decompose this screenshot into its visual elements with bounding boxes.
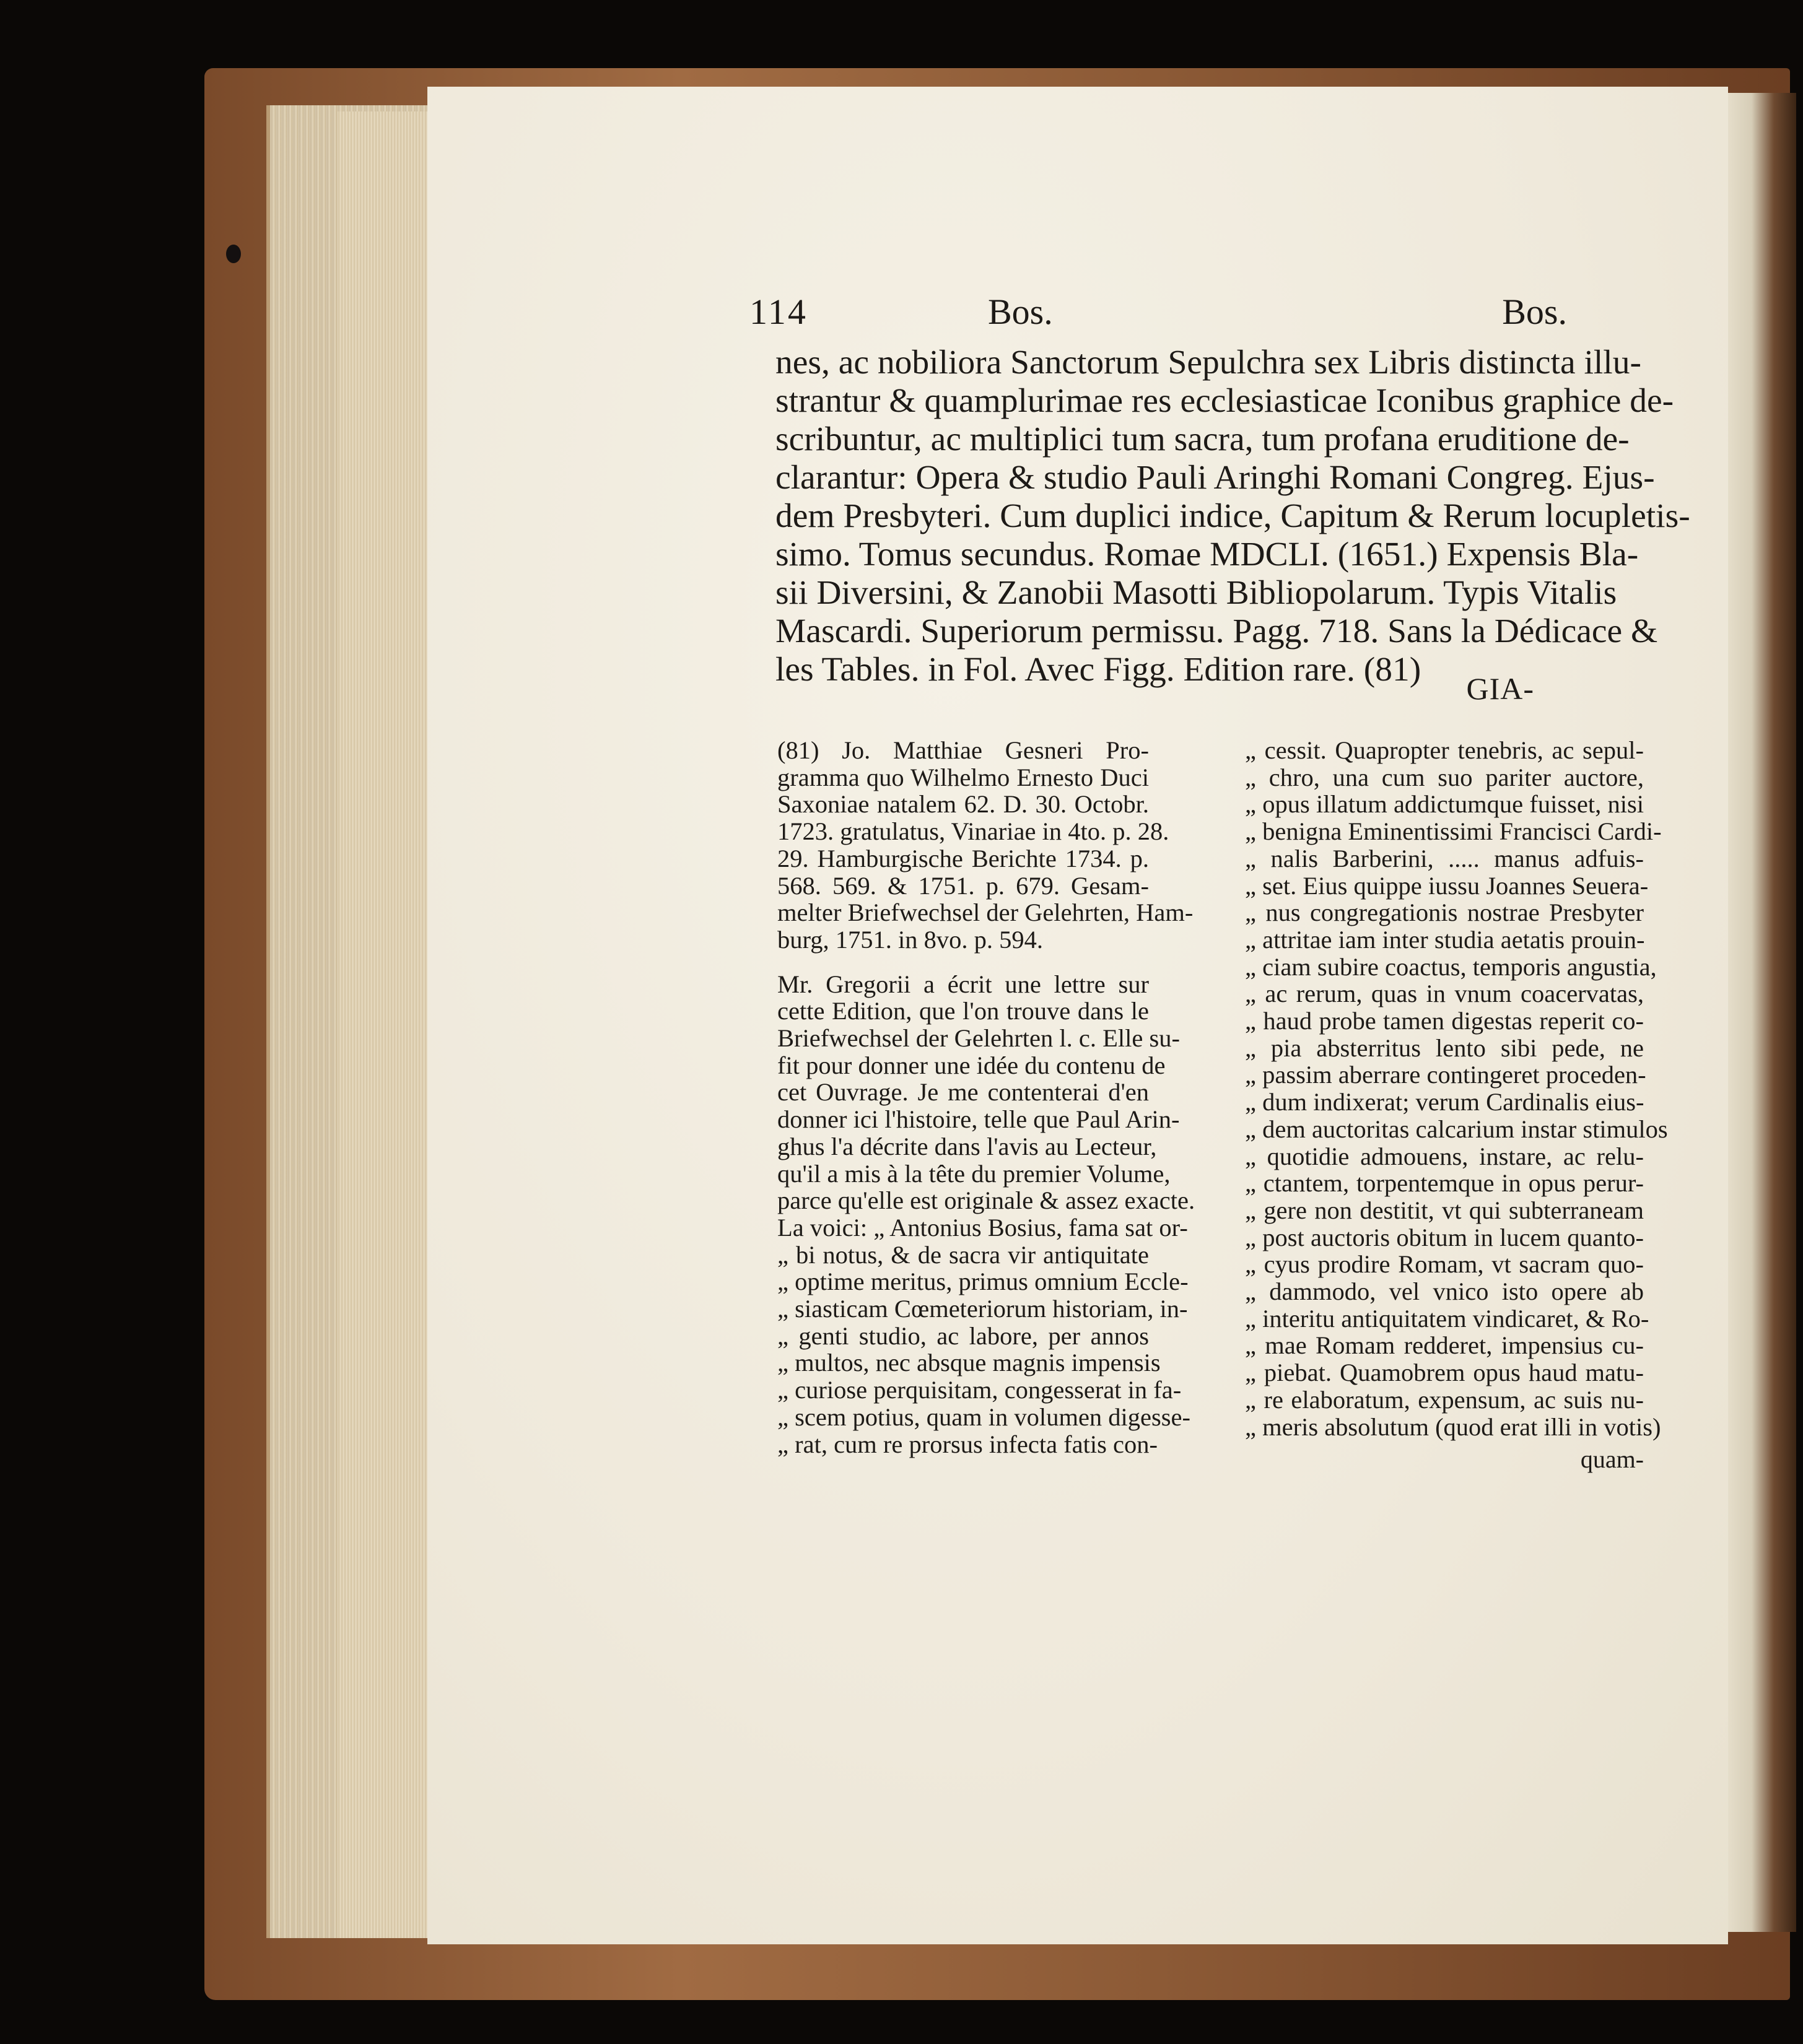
running-title-left: Bos.: [988, 292, 1053, 332]
footnote-line: burg, 1751. in 8vo. p. 594.: [777, 925, 1044, 954]
commentary-line: „ meris absolutum (quod erat illi in votis): [1245, 1412, 1661, 1441]
commentary-line: „ genti studio, ac labore, per annos: [777, 1321, 1149, 1350]
footnote-line: (81) Jo. Matthiae Gesneri Pro-: [777, 736, 1149, 764]
commentary-line: „ nus congregationis nostrae Presbyter: [1245, 898, 1644, 927]
commentary-line: „ quotidie admouens, instare, ac relu-: [1245, 1142, 1644, 1170]
entry-line: sii Diversini, & Zanobii Masotti Bibliopolarum. Typis Vitalis: [775, 574, 1617, 612]
entry-line: les Tables. in Fol. Avec Figg. Edition rare. (81): [775, 651, 1421, 689]
commentary-line: „ optime meritus, primus omnium Eccle-: [777, 1268, 1189, 1296]
commentary-line: „ haud probe tamen digestas reperit co-: [1245, 1007, 1644, 1035]
footnote-line: 568. 569. & 1751. p. 679. Gesam-: [777, 871, 1149, 900]
entry-line: scribuntur, ac multiplici tum sacra, tum profana eruditione de-: [775, 420, 1630, 458]
entry-line: simo. Tomus secundus. Romae MDCLI. (1651.) Expensis Bla-: [775, 536, 1639, 573]
footnote-line: 29. Hamburgische Berichte 1734. p.: [777, 844, 1149, 872]
left-column: [777, 736, 1195, 1458]
entry-line: nes, ac nobiliora Sanctorum Sepulchra sex Libris distincta illu-: [775, 344, 1641, 381]
commentary-line: „ gere non destitit, vt qui subterraneam: [1245, 1196, 1644, 1224]
commentary-line: „ dum indixerat; verum Cardinalis eius-: [1245, 1088, 1644, 1116]
commentary-line: ghus l'a décrite dans l'avis au Lecteur,: [777, 1132, 1157, 1160]
catchword-top: GIA-: [1466, 671, 1534, 706]
commentary-line: „ nalis Barberini, ..... manus adfuis-: [1245, 844, 1644, 872]
commentary-line: „ curiose perquisitam, congesserat in fa-: [777, 1376, 1182, 1404]
commentary-line: „ multos, nec absque magnis impensis: [777, 1349, 1161, 1377]
commentary-line: „ dammodo, vel vnico isto opere ab: [1245, 1277, 1644, 1306]
bibliographic-entry: [775, 344, 1690, 706]
commentary-line: Briefwechsel der Gelehrten l. c. Elle su-: [777, 1024, 1180, 1053]
page-number: 114: [749, 292, 808, 332]
commentary-line: „ dem auctoritas calcarium instar stimulos: [1245, 1115, 1668, 1143]
commentary-line: fit pour donner une idée du contenu de: [777, 1051, 1166, 1079]
binding-hole: [226, 245, 241, 263]
commentary-line: „ pia absterritus lento sibi pede, ne: [1245, 1033, 1644, 1062]
facing-page-edge: [1722, 93, 1796, 1932]
page-block-inner-edge: [338, 111, 430, 1938]
commentary-line: cette Edition, que l'on trouve dans le: [777, 997, 1149, 1025]
commentary-line: „ set. Eius quippe iussu Joannes Seuera-: [1245, 871, 1649, 900]
entry-line: strantur & quamplurimae res ecclesiasticae Iconibus graphice de-: [775, 382, 1674, 420]
entry-line: clarantur: Opera & studio Pauli Aringhi Romani Congreg. Ejus-: [775, 459, 1655, 497]
right-column: [1245, 736, 1668, 1473]
commentary-line: „ rat, cum re prorsus infecta fatis con-: [777, 1430, 1158, 1458]
commentary-line: „ piebat. Quamobrem opus haud matu-: [1245, 1359, 1644, 1387]
commentary-line: „ scem potius, quam in volumen digesse-: [777, 1403, 1191, 1431]
entry-line: Mascardi. Superiorum permissu. Pagg. 718. Sans la Dédicace &: [775, 612, 1658, 650]
running-head: [749, 291, 1567, 347]
footnote-line: Saxoniae natalem 62. D. 30. Octobr.: [777, 790, 1149, 819]
commentary-line: „ cyus prodire Romam, vt sacram quo-: [1245, 1250, 1644, 1279]
commentary-line: „ ac rerum, quas in vnum coacervatas,: [1245, 980, 1644, 1008]
commentary-line: „ siasticam Cœmeteriorum historiam, in-: [777, 1295, 1188, 1323]
footnote-line: melter Briefwechsel der Gelehrten, Ham-: [777, 898, 1194, 927]
commentary-line: „ attritae iam inter studia aetatis prouin-: [1245, 925, 1645, 954]
commentary-line: cet Ouvrage. Je me contenterai d'en: [777, 1078, 1149, 1107]
commentary-line: La voici: „ Antonius Bosius, fama sat or-: [777, 1213, 1188, 1242]
commentary-line: „ mae Romam redderet, impensius cu-: [1245, 1331, 1644, 1360]
commentary-line: „ post auctoris obitum in lucem quanto-: [1245, 1223, 1644, 1251]
commentary-line: „ chro, una cum suo pariter auctore,: [1245, 763, 1644, 791]
commentary-line: „ ctantem, torpentemque in opus perur-: [1245, 1169, 1644, 1198]
commentary-line: „ bi notus, & de sacra vir antiquitate: [777, 1240, 1149, 1269]
commentary-line: parce qu'elle est originale & assez exacte.: [777, 1186, 1195, 1215]
commentary-line: „ ciam subire coactus, temporis angustia,: [1245, 952, 1657, 981]
commentary-line: „ interitu antiquitatem vindicaret, & Ro-: [1245, 1304, 1649, 1333]
commentary-line: „ cessit. Quapropter tenebris, ac sepul-: [1245, 736, 1644, 764]
commentary-line: „ passim aberrare contingeret proceden-: [1245, 1061, 1646, 1089]
footnote-line: gramma quo Wilhelmo Ernesto Duci: [777, 763, 1149, 791]
commentary-line: qu'il a mis à la tête du premier Volume,: [777, 1159, 1171, 1188]
running-title-right: Bos.: [1502, 292, 1567, 332]
book-page: [427, 87, 1728, 1944]
commentary-line: Mr. Gregorii a écrit une lettre sur: [777, 970, 1149, 998]
commentary-line: „ benigna Eminentissimi Francisci Cardi-: [1245, 817, 1662, 846]
commentary-line: „ re elaboratum, expensum, ac suis nu-: [1245, 1385, 1644, 1414]
commentary-line: „ opus illatum addictumque fuisset, nisi: [1245, 790, 1644, 819]
commentary-line: donner ici l'histoire, telle que Paul Arin-: [777, 1105, 1180, 1134]
footnote-line: 1723. gratulatus, Vinariae in 4to. p. 28.: [777, 817, 1169, 846]
entry-line: dem Presbyteri. Cum duplici indice, Capitum & Rerum locupletis-: [775, 497, 1690, 535]
catchword-bottom: quam-: [1580, 1445, 1644, 1473]
